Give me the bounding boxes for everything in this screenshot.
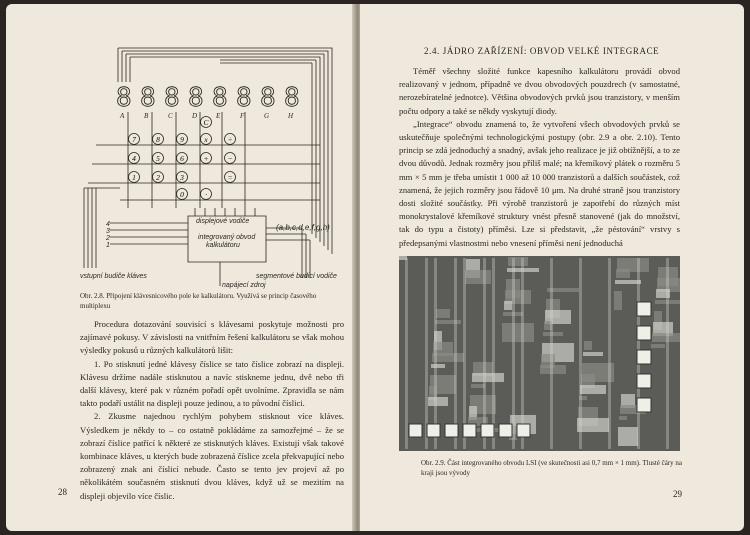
chip-trace — [614, 291, 622, 310]
chip-trace — [619, 416, 627, 420]
seven-segment-digit: 8 — [260, 83, 276, 113]
chip-trace — [618, 427, 638, 446]
key-label: + — [203, 154, 209, 163]
left-body-text — [80, 318, 344, 503]
right-body-text — [399, 65, 680, 250]
display-letter: B — [144, 112, 149, 120]
line-label-1: 1 — [106, 242, 110, 249]
chip-bond-pad — [637, 374, 651, 388]
chip-lead-line — [521, 258, 524, 449]
chip-bond-pad — [481, 424, 494, 437]
display-letter: C — [168, 112, 173, 120]
display-letter: D — [192, 112, 198, 120]
driver-label: displejové vodiče — [196, 218, 250, 225]
key-label: x — [204, 135, 208, 144]
chip-trace — [651, 344, 665, 348]
chip-trace — [583, 352, 603, 356]
chip-trace — [428, 397, 448, 406]
display-letter: G — [264, 112, 270, 120]
seven-segment-digit: 8 — [116, 83, 132, 113]
key-label: 3 — [180, 173, 184, 182]
display-letter: E — [216, 112, 221, 120]
paragraph: „Integrace“ obvodu znamená to, že vytvoření všech obvodových prvků se uskutečňuje společnými technologickými postupy (obr. 2.9 a obr. 2.10). Tento princip se zdá jednoduchý a snadný, avšak jeho realizace je již obtížnější, a to ze dvou důvodů. Jednak rozměry jsou příliš malé; na křemíkový plátek o rozměru 5 mm × 5 mm je třeba umístit 1 000 až 10 000 tranzistorů a dalších součástek, což znamená, že jejich rozměry jsou řádově 10 μm. Na druhé straně jsou tranzistory dosti složité součástky. Při výrobě tranzistorů je zapotřebí do různých míst monokrystalové křemíkové struktury vnést přesně stanovené (jak do množství, tak do typu a čistoty) příměsi. Lze si představit, „že péstování“ vrstvy s předepsanými vlastnostmi nebo vnesení příměsi není jednoduchá — [399, 118, 680, 248]
keyboard-wiring-diagram — [70, 40, 350, 290]
section-heading: 2.4. JÁDRO ZAŘÍZENÍ: OBVOD VELKÉ INTEGRACE — [424, 46, 660, 56]
chip-lead-line — [425, 258, 428, 449]
chip-trace — [431, 364, 445, 368]
chip-lead-line — [492, 258, 495, 449]
chip-bond-pad — [427, 424, 440, 437]
chip-lead-line — [550, 258, 553, 449]
chip-lead-line — [608, 258, 611, 449]
display-letter: A — [120, 112, 125, 120]
chip-lead-line — [512, 258, 515, 449]
chip-trace — [580, 385, 606, 394]
chip-trace — [472, 373, 504, 382]
seven-segment-digit: 8 — [164, 83, 180, 113]
chip-trace — [616, 269, 630, 278]
key-label: 4 — [132, 154, 136, 163]
key-label: 7 — [132, 135, 136, 144]
seven-segment-digit: 8 — [140, 83, 156, 113]
key-label: 8 — [156, 135, 160, 144]
chip-lead-line — [579, 258, 582, 449]
key-label: 0 — [180, 190, 184, 199]
chip-lead-line — [405, 258, 408, 449]
key-label: C — [203, 118, 209, 127]
input-drivers-label: vstupní budiče kláves — [80, 273, 147, 280]
chip-lead-line — [666, 258, 669, 449]
seven-segment-digit: 8 — [284, 83, 300, 113]
driver-letters: (a,b,c,d,e,f,g,h) — [276, 223, 330, 232]
chip-bond-pad — [409, 424, 422, 437]
lsi-chip-photo — [399, 256, 680, 451]
chip-trace — [435, 320, 461, 324]
figure-2-8-caption: Obr. 2.8. Připojení klávesnicového pole ke kalkulátoru. Využívá se princip časového multiplexu — [80, 292, 317, 310]
chip-lead-line — [483, 258, 486, 449]
key-label: 5 — [156, 154, 160, 163]
display-letter: H — [288, 112, 294, 120]
page-number-right: 29 — [673, 489, 682, 499]
figure-2-9-caption: Obr. 2.9. Část integrovaného obvodu LSI (ve skutečnosti asi 0,7 mm × 1 mm). Tlusté čáry na kraji jsou vývody — [421, 459, 683, 477]
key-label: 6 — [180, 154, 184, 163]
paragraph: 2. Zkusme najednou rychlým pohybem stisknout více kláves. Výsledkem je někdy to – co ostatně pokládáme za samozřejmé – že se zobrazí číslice patřící k některé ze stisknutých kláves. Existují však takové kombinace kláves, u kterých bude zobrazená číslice zcela překvapující nebo zobrazený znak ani číslicí nebude. Často se tento jev projeví až po několikátém současném stisknutí dvou kláves, když už se mezitím na displeji objevilo více číslic. — [80, 411, 344, 501]
page-number-left: 28 — [58, 487, 67, 497]
seven-segment-digit: 8 — [188, 83, 204, 113]
chip-trace — [504, 301, 512, 310]
seven-segment-digit: 8 — [212, 83, 228, 113]
chip-trace — [471, 384, 485, 388]
key-label: 2 — [156, 173, 160, 182]
circuit-label-1: integrovaný obvod — [198, 234, 256, 241]
chip-lead-line — [454, 258, 457, 449]
chip-bond-pad — [463, 424, 476, 437]
chip-trace — [584, 341, 592, 350]
seven-segment-digit: 8 — [236, 83, 252, 113]
paragraph: 1. Po stisknutí jedné klávesy číslice se tato číslice zobrazí na displeji. Klávesu držíme nadále stisknutou a navíc stiskneme jednu, dvě nebo tři další klávesy, které pak v různém pořadí opět uvolníme. Zpravidla se nám takto podaří ustálit na displeji pouze jedinou, a to původní číslici. — [80, 358, 344, 409]
paragraph: Téměř všechny složité funkce kapesního kalkulátoru provádí obvod realizovaný v jednom, případně ve dvou obvodových pouzdrech (v samostatné, nerozebíratelné jednotce). Většina obvodových prvků jsou tranzistory, v menším počtu odpory a také se někdy vyskytují diody. — [399, 66, 680, 116]
key-label: · — [205, 190, 207, 199]
chip-bond-pad — [445, 424, 458, 437]
key-label: 1 — [132, 173, 136, 182]
line-label-2: 2 — [106, 235, 110, 242]
display-letter: F — [240, 112, 245, 120]
chip-bond-pad — [499, 424, 512, 437]
segment-drivers-label: segmentové budicí vodiče — [256, 273, 337, 280]
chip-bond-pad — [517, 424, 530, 437]
chip-lead-line — [463, 258, 466, 449]
paragraph: Procedura dotazování souvisící s klávesami poskytuje možnosti pro zajímavé pokusy. V závislosti na vnitřním řešení kalkulátoru se však mohou výsledky pokusů u různých kalkulátorů lišit: — [80, 319, 344, 356]
key-label: 9 — [180, 135, 184, 144]
chip-lead-line — [434, 258, 437, 449]
chip-trace — [436, 309, 450, 318]
line-label-4: 4 — [106, 221, 110, 228]
chip-bond-pad — [637, 398, 651, 412]
chip-trace — [508, 257, 528, 266]
chip-bond-pad — [637, 326, 651, 340]
key-label: ÷ — [227, 135, 233, 144]
key-label: − — [227, 154, 233, 163]
chip-trace — [465, 270, 491, 284]
power-supply-label: napájecí zdroj — [222, 282, 266, 289]
chip-bond-pad — [637, 350, 651, 364]
line-label-3: 3 — [106, 228, 110, 235]
chip-bond-pad — [637, 302, 651, 316]
chip-trace — [502, 323, 534, 342]
circuit-label-2: kalkulátoru — [206, 242, 240, 249]
key-label: = — [227, 173, 233, 182]
